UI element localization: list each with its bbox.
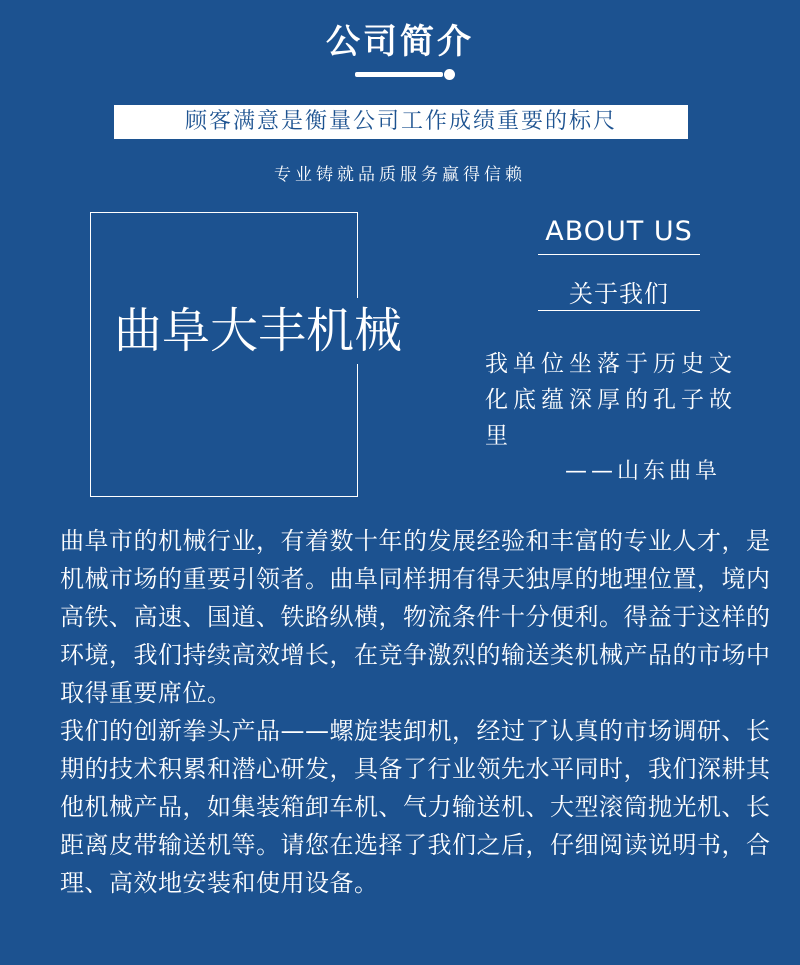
description-paragraph-1: 曲阜市的机械行业，有着数十年的发展经验和丰富的专业人才，是机械市场的重要引领者。曲阜同样拥有得天独厚的地理位置，境内高铁、高速、国道、铁路纵横，物流条件十分便利。得益于这样的环境，我们持续高效增长，在竞争激烈的输送类机械产品的市场中取得重要席位。 [60, 527, 771, 707]
page-title: 公司简介 [326, 22, 474, 62]
title-dot [444, 69, 455, 80]
company-description [60, 522, 772, 902]
about-divider-top [538, 254, 700, 255]
title-underline [355, 72, 443, 77]
description-paragraph-2: 我们的创新拳头产品——螺旋装卸机，经过了认真的市场调研、长期的技术积累和潜心研发，具备了行业领先水平同时，我们深耕其他机械产品，如集装箱卸车机、气力输送机、大型滚筒抛光机、长距离皮带输送机等。请您在选择了我们之后，仔细阅读说明书，合理、高效地安装和使用设备。 [60, 717, 771, 897]
brand-name: 曲阜大丰机械 [110, 298, 468, 364]
about-chinese-title: 关于我们 [569, 280, 669, 308]
about-english-title: ABOUT US [545, 216, 693, 247]
sub-slogan: 专业铸就品质服务赢得信赖 [274, 165, 526, 185]
slogan-banner: 顾客满意是衡量公司工作成绩重要的标尺 [114, 105, 688, 139]
about-intro-text: 我单位坐落于历史文化底蕴深厚的孔子故里 [485, 351, 737, 449]
about-divider-bottom [538, 310, 700, 311]
about-place-signature: ——山东曲阜 [565, 459, 722, 484]
